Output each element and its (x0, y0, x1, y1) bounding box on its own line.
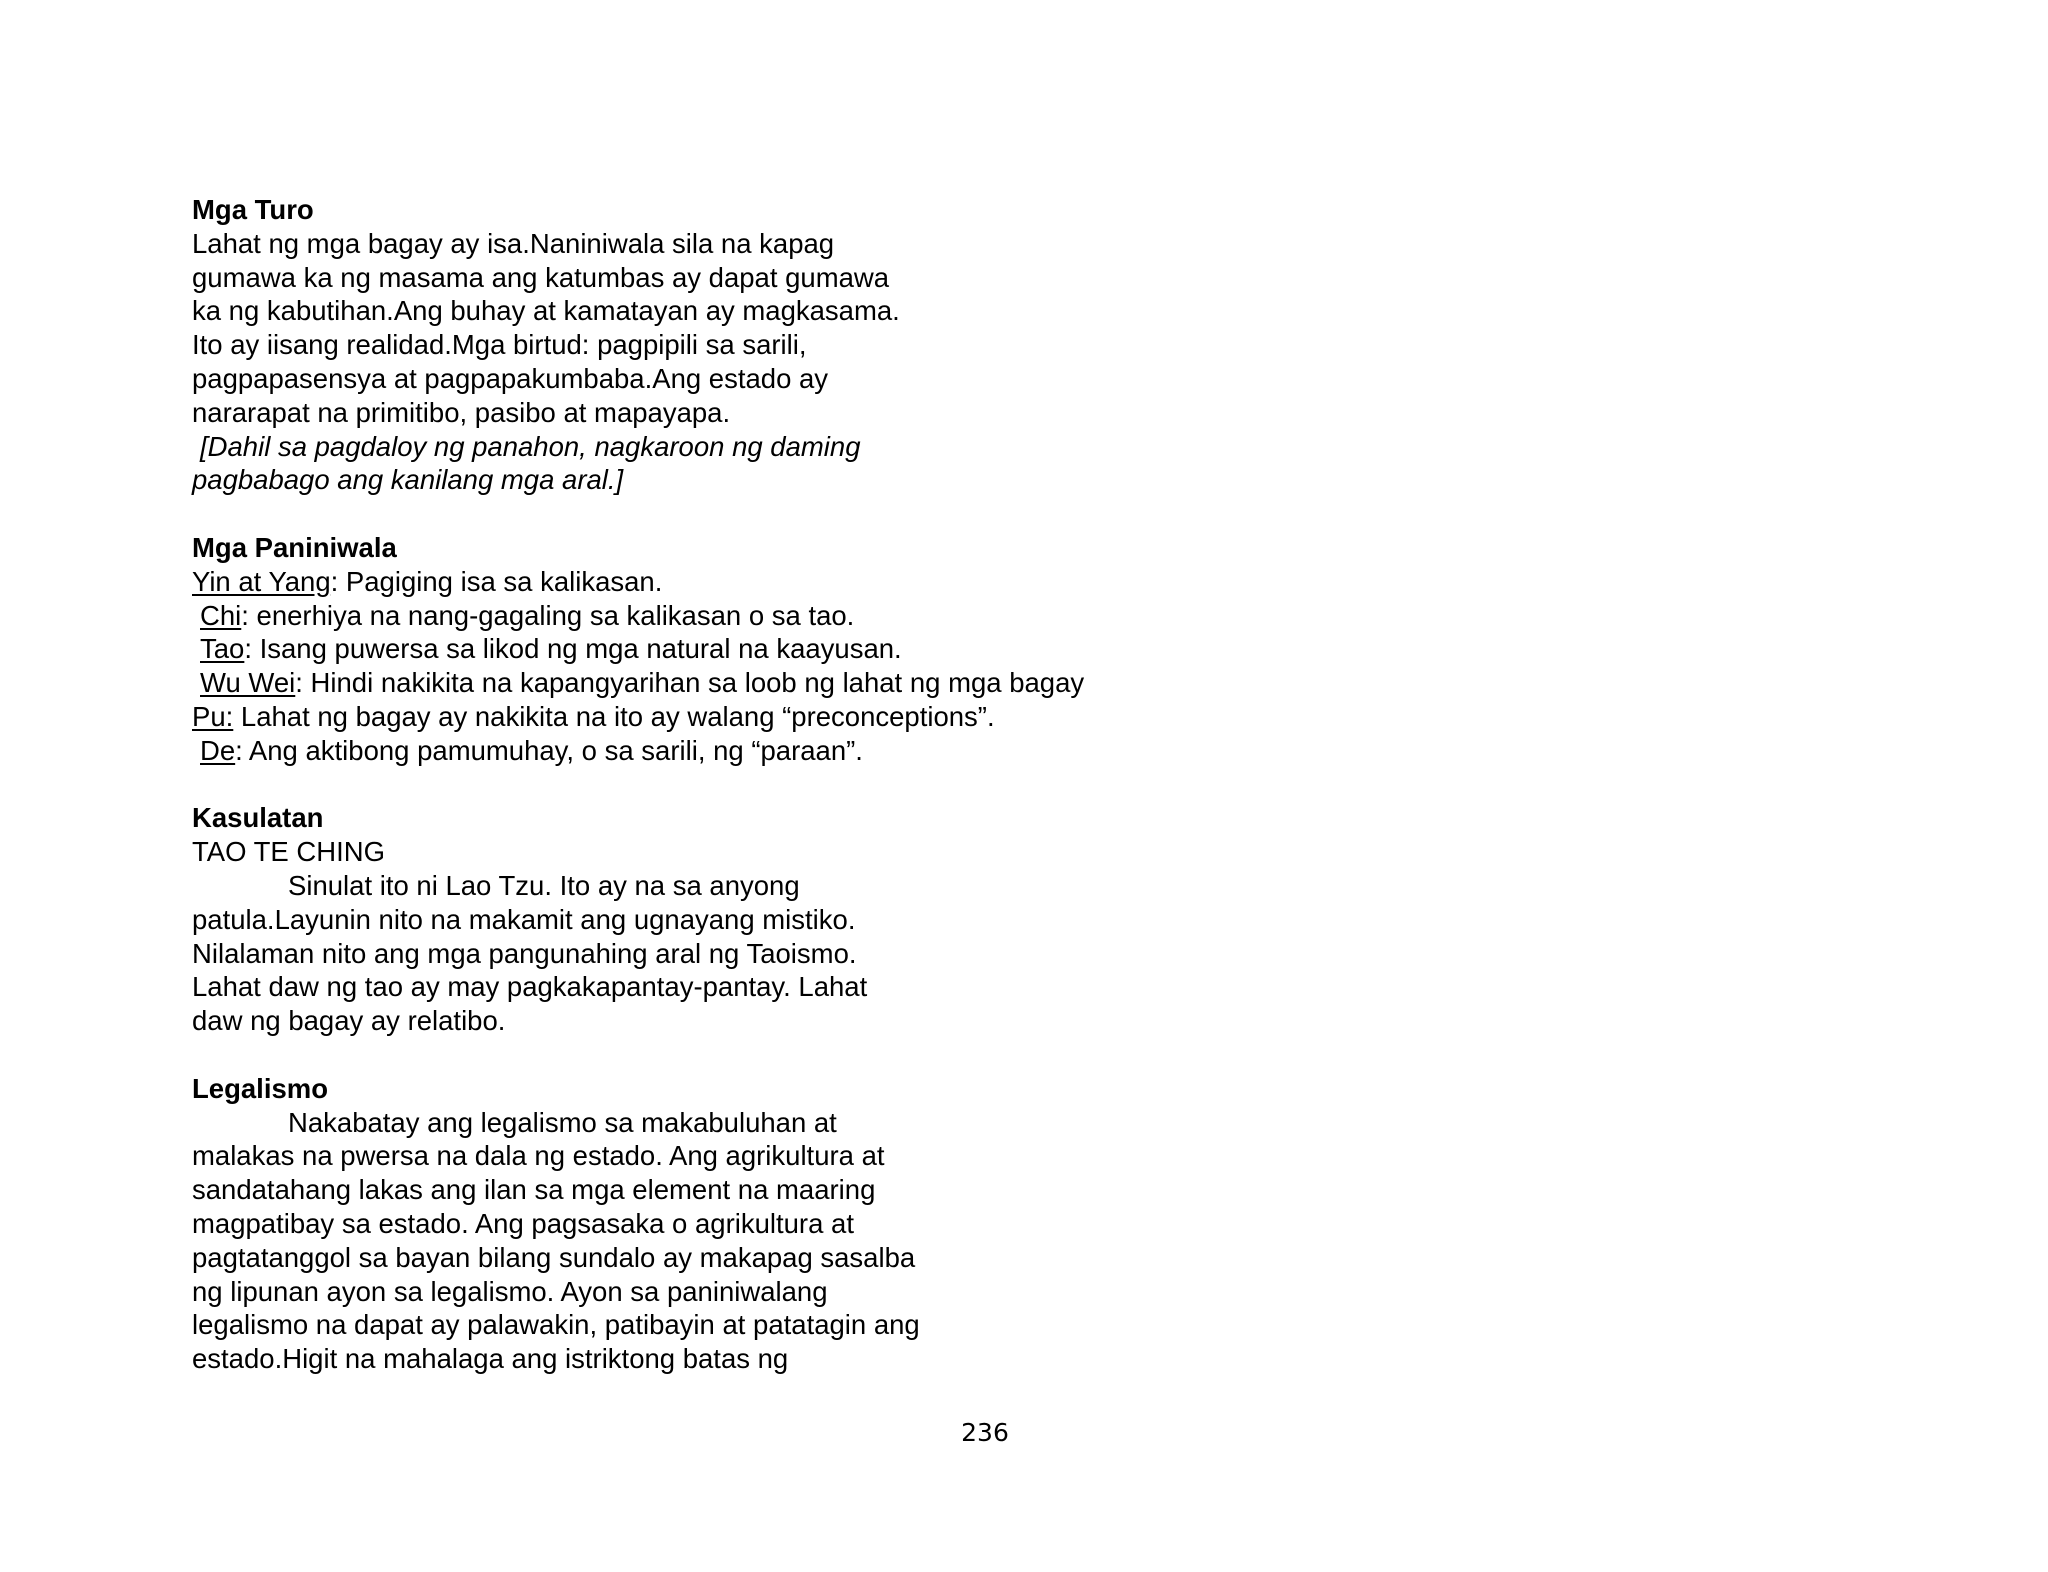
page-content (192, 193, 1192, 1376)
belief-term: De (200, 734, 236, 766)
paragraph-line: estado.Higit na mahalaga ang istriktong batas ng (192, 1343, 789, 1375)
page-number: 236 (961, 1418, 1009, 1447)
scripture-title: TAO TE CHING (192, 836, 386, 868)
section-heading-legalismo: Legalismo (192, 1072, 329, 1104)
section-heading-mga-paniniwala: Mga Paniniwala (192, 531, 397, 563)
belief-definition: : enerhiya na nang-gagaling sa kalikasan o sa tao. (241, 599, 855, 631)
italic-note-line: pagbabago ang kanilang mga aral.] (192, 464, 624, 496)
paragraph-line: Sinulat ito ni Lao Tzu. Ito ay na sa anyong (288, 869, 800, 901)
belief-term: Chi (200, 599, 242, 631)
paragraph-line: gumawa ka ng masama ang katumbas ay dapat gumawa (192, 261, 890, 293)
paragraph-line: sandatahang lakas ang ilan sa mga element na maaring (192, 1174, 876, 1206)
belief-item (192, 599, 1192, 633)
section-gap (192, 497, 1192, 531)
paragraph-line: pagtatanggol sa bayan bilang sundalo ay makapag sasalba (192, 1241, 916, 1273)
belief-term: Pu: (192, 700, 234, 732)
belief-item (192, 700, 1192, 734)
belief-term: Yin at Yang (192, 565, 331, 597)
belief-definition: : Isang puwersa sa likod ng mga natural na kaayusan. (244, 633, 902, 665)
paragraph-line: magpatibay sa estado. Ang pagsasaka o agrikultura at (192, 1207, 854, 1239)
paragraph-line: patula.Layunin nito na makamit ang ugnayang mistiko. (192, 903, 856, 935)
paragraph-line: Ito ay iisang realidad.Mga birtud: pagpipili sa sarili, (192, 329, 807, 361)
paragraph-line: legalismo na dapat ay palawakin, patibayin at patatagin ang (192, 1309, 920, 1341)
section-heading-mga-turo: Mga Turo (192, 194, 314, 225)
belief-item (192, 565, 1192, 599)
paragraph-line: Lahat daw ng tao ay may pagkakapantay-pantay. Lahat (192, 971, 868, 1003)
section-gap (192, 768, 1192, 802)
belief-definition: : Ang aktibong pamumuhay, o sa sarili, ng “paraan”. (235, 734, 863, 766)
paragraph-line: ng lipunan ayon sa legalismo. Ayon sa paniniwalang (192, 1275, 828, 1307)
paragraph-line: nararapat na primitibo, pasibo at mapayapa. (192, 396, 731, 428)
paragraph-line: pagpapasensya at pagpapakumbaba.Ang estado ay (192, 362, 829, 394)
paragraph-line: Nilalaman nito ang mga pangunahing aral ng Taoismo. (192, 937, 857, 969)
belief-item (192, 632, 1192, 666)
italic-note-line: [Dahil sa pagdaloy ng panahon, nagkaroon ng daming (200, 430, 861, 462)
paragraph-line: Lahat ng mga bagay ay isa.Naniniwala sila na kapag (192, 227, 835, 259)
belief-item (192, 734, 1192, 768)
belief-definition: Lahat ng bagay ay nakikita na ito ay walang “preconceptions”. (233, 700, 995, 732)
belief-term: Wu Wei (200, 667, 296, 699)
paragraph-line: ka ng kabutihan.Ang buhay at kamatayan ay magkasama. (192, 295, 900, 327)
paragraph-line: Nakabatay ang legalismo sa makabuluhan at (288, 1106, 837, 1138)
belief-item (192, 666, 1192, 700)
belief-term: Tao (200, 633, 245, 665)
section-gap (192, 1038, 1192, 1072)
paragraph-line: daw ng bagay ay relatibo. (192, 1005, 506, 1037)
belief-definition: : Hindi nakikita na kapangyarihan sa loob ng lahat ng mga bagay (295, 667, 1085, 699)
paragraph-line: malakas na pwersa na dala ng estado. Ang agrikultura at (192, 1140, 885, 1172)
section-heading-kasulatan: Kasulatan (192, 802, 324, 834)
belief-definition: : Pagiging isa sa kalikasan. (330, 565, 663, 597)
